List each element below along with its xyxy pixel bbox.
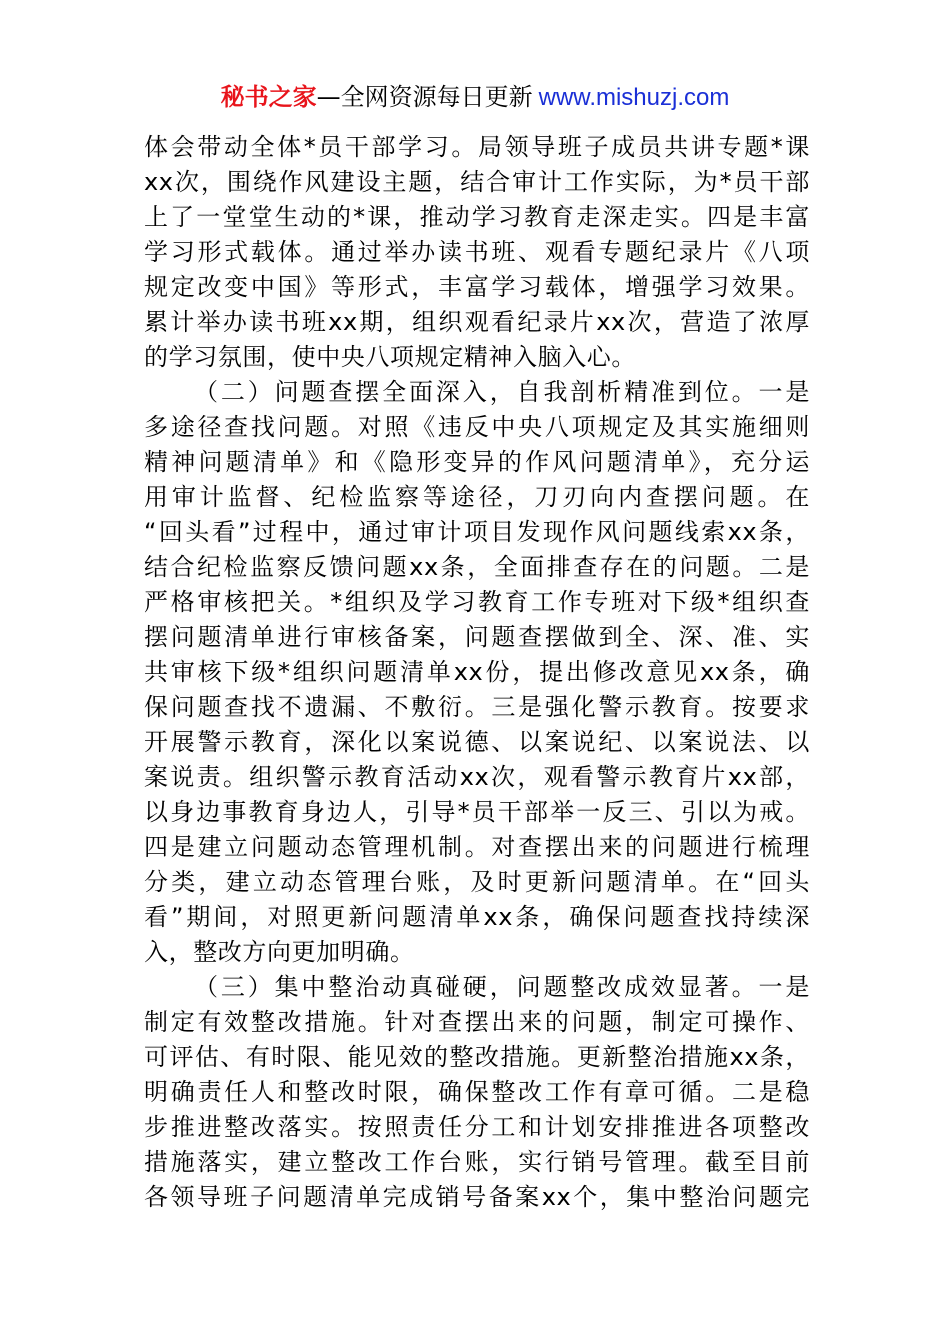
text-line: 制定有效整改措施。针对查摆出来的问题，制定可操作、 bbox=[144, 1008, 810, 1036]
text-line: 体会带动全体*员干部学习。局领导班子成员共讲专题*课 bbox=[144, 133, 810, 161]
text-line: 保问题查找不遗漏、不敷衍。三是强化警示教育。按要求 bbox=[144, 693, 810, 721]
text-line: 精神问题清单》和《隐形变异的作风问题清单》，充分运 bbox=[144, 448, 810, 476]
document-body bbox=[144, 130, 810, 1215]
text-line: 共审核下级*组织问题清单xx份，提出修改意见xx条，确 bbox=[144, 658, 810, 686]
text-line: 的学习氛围，使中央八项规定精神入脑入心。 bbox=[144, 343, 636, 371]
text-line: 看”期间，对照更新问题清单xx条，确保问题查找持续深 bbox=[144, 903, 810, 931]
text-line: 可评估、有时限、能见效的整改措施。更新整治措施xx条， bbox=[144, 1043, 810, 1071]
text-line: 用审计监督、纪检监察等途径，刀刃向内查摆问题。在 bbox=[144, 483, 810, 511]
text-line: 学习形式载体。通过举办读书班、观看专题纪录片《八项 bbox=[144, 238, 810, 266]
site-url[interactable]: www.mishuzj.com bbox=[538, 84, 730, 111]
text-line: 入，整改方向更加明确。 bbox=[144, 938, 415, 966]
text-line: 规定改变中国》等形式，丰富学习载体，增强学习效果。 bbox=[144, 273, 810, 301]
text-line: 明确责任人和整改时限，确保整改工作有章可循。二是稳 bbox=[144, 1078, 810, 1106]
text-line: 开展警示教育，深化以案说德、以案说纪、以案说法、以 bbox=[144, 728, 810, 756]
text-line: 各领导班子问题清单完成销号备案xx个，集中整治问题完 bbox=[144, 1183, 810, 1211]
text-line: “回头看”过程中，通过审计项目发现作风问题线索xx条， bbox=[144, 518, 810, 546]
text-line: 严格审核把关。*组织及学习教育工作专班对下级*组织查 bbox=[144, 588, 810, 616]
site-name: 秘书之家 bbox=[220, 83, 317, 111]
text-line: （二）问题查摆全面深入，自我剖析精准到位。一是 bbox=[194, 378, 810, 406]
text-line: 累计举办读书班xx期，组织观看纪录片xx次，营造了浓厚 bbox=[144, 308, 810, 336]
text-line: 案说责。组织警示教育活动xx次，观看警示教育片xx部， bbox=[144, 763, 810, 791]
page-header bbox=[0, 80, 950, 115]
text-line: 以身边事教育身边人，引导*员干部举一反三、引以为戒。 bbox=[144, 798, 810, 826]
text-line: 结合纪检监察反馈问题xx条，全面排查存在的问题。二是 bbox=[144, 553, 810, 581]
text-line: xx次，围绕作风建设主题，结合审计工作实际，为*员干部 bbox=[144, 168, 810, 196]
text-line: 四是建立问题动态管理机制。对查摆出来的问题进行梳理 bbox=[144, 833, 810, 861]
text-line: （三）集中整治动真碰硬，问题整改成效显著。一是 bbox=[194, 973, 810, 1001]
text-line: 步推进整改落实。按照责任分工和计划安排推进各项整改 bbox=[144, 1113, 810, 1141]
text-line: 分类，建立动态管理台账，及时更新问题清单。在“回头 bbox=[144, 868, 810, 896]
text-line: 摆问题清单进行审核备案，问题查摆做到全、深、准、实 bbox=[144, 623, 810, 651]
text-line: 措施落实，建立整改工作台账，实行销号管理。截至目前 bbox=[144, 1148, 810, 1176]
text-line: 上了一堂堂生动的*课，推动学习教育走深走实。四是丰富 bbox=[144, 203, 810, 231]
site-tagline: —全网资源每日更新 bbox=[316, 83, 533, 111]
text-line: 多途径查找问题。对照《违反中央八项规定及其实施细则 bbox=[144, 413, 810, 441]
